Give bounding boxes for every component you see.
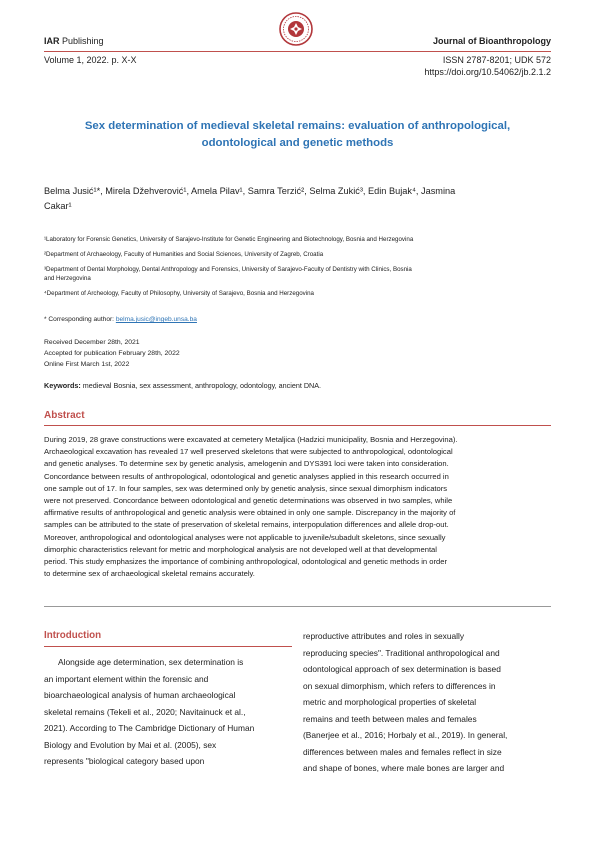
abstract-bottom-rule	[44, 606, 551, 607]
journal-logo	[279, 12, 313, 46]
affiliation-3-cont: and Herzegovina	[44, 275, 91, 282]
affiliation-2: ²Department of Archaeology, Faculty of Humanities and Social Sciences, University of Zagreb, Croatia	[44, 251, 324, 258]
corresponding-author: * Corresponding author: belma.jusic@ingeb.unsa.ba	[44, 316, 197, 323]
affiliations	[44, 235, 551, 298]
abstract-body: During 2019, 28 grave constructions were excavated at cemetery Metaljica (Hadzici municipality, Bosnia and Herzegovina). Archaeological excavation has revealed 17 well preserved skeletons that were subjected to anthropological, odontological and genetic analyses. To determine sex by genetic analysis, amelogenin and DYS391 loci were taken into consideration. Concordance between results of anthropological, odontological and genetic analyses applied in this research occurred in one sample out of 17. In four samples, sex was determined only by genetic analysis, since sexual dimorphism indicators were not preserved. Concordance between odontological and genetic determinations was observed in two samples, while affirmative results of anthropological and genetic analysis were obtained in only one sample. Discrepancy in the majority of samples can be attributed to the state of preservation of skeletal remains, interpopulation differences and allele drop-out. Moreover, anthropological and odontological analyses were not applicable to juvenile/subadult skeletons, since sexually dimorphic characteristics relevant for metric and morphological analysis are not developed well at that developmental period. This study emphasizes the importance of combining anthropological, odontological and genetic methods in order to determine sex of archaeological skeletal remains accurately.	[44, 435, 458, 579]
header-rule	[44, 51, 551, 52]
right-column: reproductive attributes and roles in sexually reproducing species". Traditional anthropological and odontological approach of sex determination is based on sexual dimorphism, which refers to differences in metric and morphological properties of skeletal remains and teeth between males and females (Banerjee et al., 2016; Horbaly et al., 2019). In general, differences between males and females reflect in size and shape of bones, where male bones are larger and	[303, 631, 508, 773]
journal-name: Journal of Bioanthropology	[433, 36, 551, 46]
abstract-rule	[44, 425, 551, 426]
publisher: IAR Publishing	[44, 36, 104, 46]
affiliation-1: ¹Laboratory for Forensic Genetics, University of Sarajevo-Institute for Genetic Engineering and Biotechnology, Bosnia and Herzegovina	[44, 236, 414, 243]
affiliation-3: ³Department of Dental Morphology, Dental Anthropology and Forensics, University of Sarajevo-Faculty of Dentistry with Clinics, Bosnia	[44, 266, 412, 273]
online-date: Online First March 1st, 2022	[44, 360, 130, 368]
accepted-date: Accepted for publication February 28th, 2022	[44, 349, 180, 357]
introduction-heading: Introduction	[44, 630, 102, 641]
dates	[44, 338, 180, 370]
affiliation-4: ⁴Department of Archeology, Faculty of Philosophy, University of Sarajevo, Bosnia and Herzegovina	[44, 290, 315, 297]
intro-rule	[44, 646, 292, 647]
abstract-heading: Abstract	[44, 410, 85, 421]
keywords: Keywords: medieval Bosnia, sex assessment, anthropology, odontology, ancient DNA.	[44, 381, 321, 390]
email-link[interactable]: belma.jusic@ingeb.unsa.ba	[115, 316, 197, 323]
authors: Belma Jusić¹*, Mirela Džehverović¹, Amela Pilav¹, Samra Terzić², Selma Zukić³, Edin Bujak⁴, Jasmina Cakar¹	[44, 186, 456, 211]
volume-info: Volume 1, 2022. p. X-X	[44, 55, 137, 65]
paper-title: Sex determination of medieval skeletal remains: evaluation of anthropological, odontological and genetic methods	[84, 120, 511, 149]
received-date: Received December 28th, 2021	[44, 339, 140, 346]
left-column: Alongside age determination, sex determination is an important element within the forensic and bioarchaeological analysis of human archaeological skeletal remains (Tekeli et al., 2020; Navitainuck et al., 2021). According to The Cambridge Dictionary of Human Biology and Evolution by Mai et al. (2005), sex represents "biological category based upon	[44, 657, 255, 766]
issn: ISSN 2787-8201; UDK 572	[442, 55, 551, 65]
doi-link[interactable]: https://doi.org/10.54062/jb.2.1.2	[424, 67, 551, 77]
